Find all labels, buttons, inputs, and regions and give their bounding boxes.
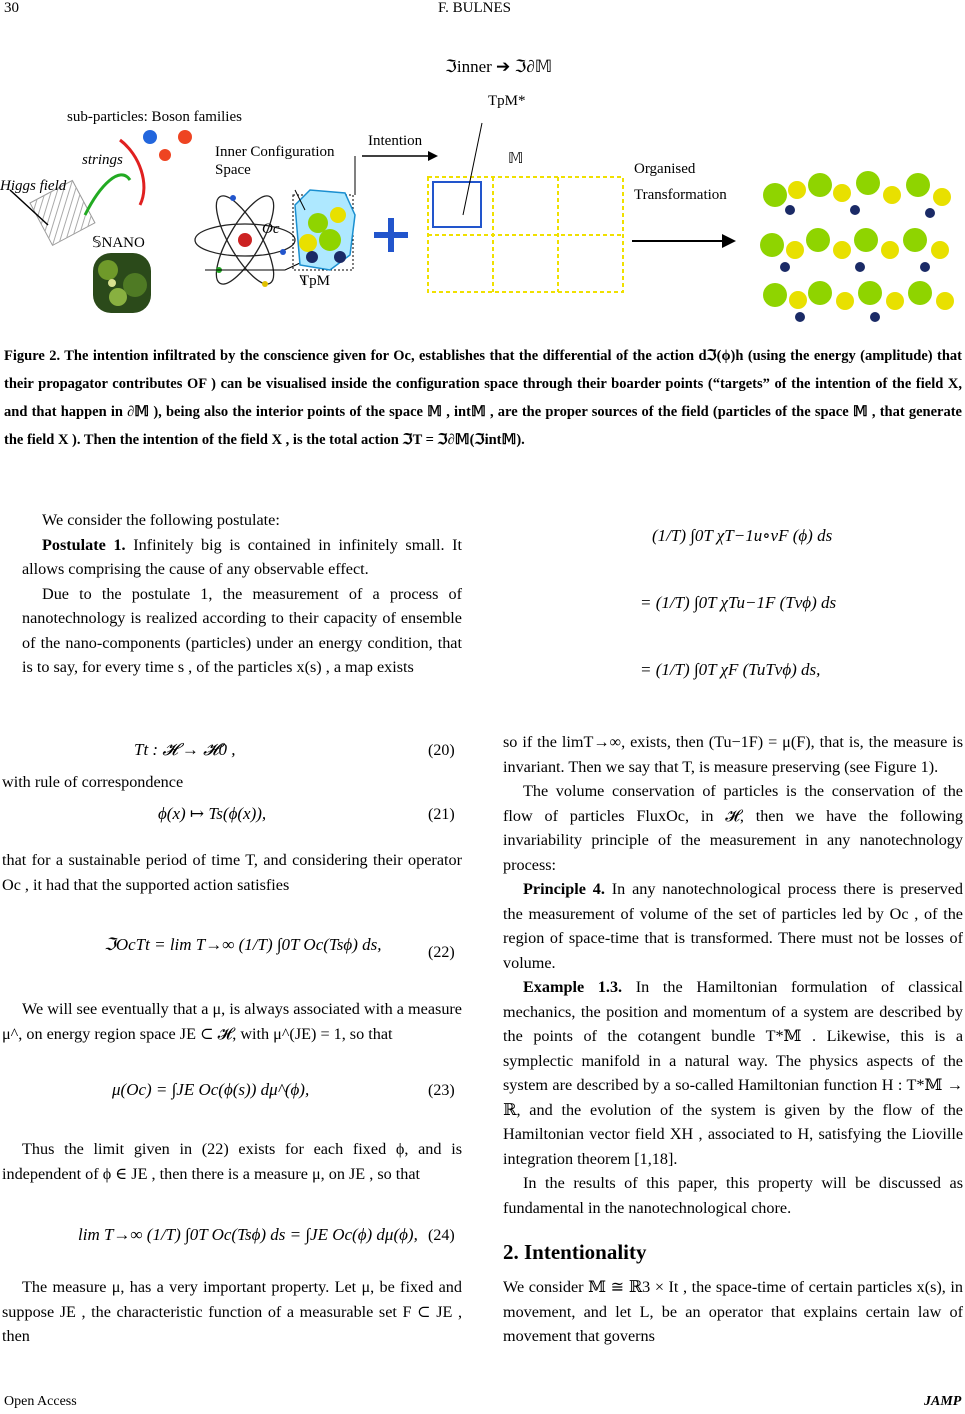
equation-21: ϕ(x) ↦ Ts(ϕ(x)), [158, 804, 267, 823]
right-column [503, 730, 963, 1220]
left-column [22, 508, 462, 680]
label-tpm: TpM [300, 273, 330, 289]
postulate-1 [22, 533, 462, 582]
organised-molecules [760, 171, 954, 322]
label-intention: Intention [368, 133, 423, 149]
left-p5: that for a sustainable period of time T, and considering their operator Oc , it had that the supported action satisfies [2, 851, 462, 894]
right-p6: We consider 𝕄 ≅ ℝ3 × It , the space-time of certain particles x(s), in movement, and let L, be an operator that explains certain law of movement that governs [503, 1278, 963, 1345]
label-strings: strings [82, 152, 123, 168]
equation-invariance-c: = (1/T) ∫0T χF (TuTvϕ) ds, [640, 660, 821, 679]
principle-4-head: Principle 4. [523, 880, 605, 898]
equation-20: Tt : 𝓗 → 𝓗0 , [134, 740, 236, 759]
page-number: 30 [4, 0, 19, 16]
principle-4 [503, 877, 963, 975]
left-p8: The measure μ, has a very important property. Let μ, be fixed and suppose JE , the characteristic function of a measurable set F ⊂ JE , then [2, 1278, 462, 1345]
label-oc: Oc [262, 221, 280, 237]
manifold-grid [428, 177, 623, 292]
equation-invariance-a: (1/T) ∫0T χT−1u∘vF (ϕ) ds [652, 526, 833, 545]
equation-23-number: (23) [428, 1082, 455, 1099]
equation-23: μ(Oc) = ∫JE Oc(ϕ(s)) dμ^(ϕ), [112, 1080, 310, 1099]
left-p7: Thus the limit given in (22) exists for each fixed ϕ, and is independent of ϕ ∈ JE , then there is a measure μ, on JE , so that [2, 1140, 462, 1183]
left-p6: We will see eventually that a μ, is always associated with a measure μ^, on energy region space JE ⊂ 𝓗, with μ^(JE) = 1, so that [2, 1000, 462, 1043]
equation-24: lim T→∞ (1/T) ∫0T Oc(Tsϕ) ds = ∫JE Oc(ϕ) dμ(ϕ), [78, 1225, 418, 1244]
label-subparticles: sub-particles: Boson families [67, 109, 242, 125]
footer-journal: JAMP [924, 1394, 962, 1409]
atom-icon [195, 189, 295, 292]
label-manifold-m: 𝕄 [508, 151, 524, 167]
label-higgs-field: Higgs field [0, 178, 67, 194]
figure-top-label: ℑinner ➔ ℑ∂𝕄 [445, 57, 553, 76]
label-tpm-star: TpM* [488, 93, 526, 109]
equation-invariance-b: = (1/T) ∫0T χTu−1F (Tvϕ) ds [640, 593, 837, 612]
left-p3: Due to the postulate 1, the measurement of a process of nanotechnology is realized according to their capacity of ensemble of the nano-components (particles) under an energy condition, that is to say, for every time s , of the particles x(s) , a map exists [22, 584, 462, 676]
postulate-1-text: Infinitely big is contained in infinitely small. It allows comprising the cause of any observable effect. [22, 535, 463, 578]
example-1-3-text: In the Hamiltonian formulation of classical mechanics, the position and momentum of a system are described by the points of the cotangent bundle T*𝕄 . Likewise, this is a symplectic manifold in a natural way. The physics aspects of the system are described by a so-called Hamiltonian function H : T*𝕄 → ℝ, and the evolution of the system is given by the flow of the Hamiltonian vector field XH , associated to H, satisfying the Lioville integration theorem [1,18]. [503, 978, 964, 1168]
left-p4: with rule of correspondence [2, 773, 184, 791]
section-heading-intentionality: 2. Intentionality [503, 1240, 647, 1264]
label-inner-configuration-space: Inner Configuration Space [215, 144, 335, 178]
figure-illustration [0, 45, 965, 340]
equation-24-number: (24) [428, 1227, 455, 1244]
running-head-author: F. BULNES [438, 0, 511, 16]
right-p5: In the results of this paper, this property will be discussed as fundamental in the nanotechnological chore. [503, 1174, 963, 1217]
footer-open-access: Open Access [4, 1394, 77, 1409]
right-p1: so if the limT→∞, exists, then (Tu−1F) = μ(F), that is, the measure is invariant. Then we say that T, is measure preserving (see Figure 1). [503, 733, 963, 776]
equation-20-number: (20) [428, 742, 455, 759]
right-p2: The volume conservation of particles is the conservation of the flow of particles FluxOc, in 𝓗, then we have the following invariability principle of the measurement in any nanotechnology process: [503, 782, 963, 874]
example-1-3-head: Example 1.3. [523, 978, 623, 996]
left-p1: We consider the following postulate: [42, 511, 280, 529]
example-1-3 [503, 975, 963, 1171]
label-organised-transformation: Organised Transformation [634, 161, 727, 203]
postulate-1-head: Postulate 1. [42, 535, 126, 554]
equation-21-number: (21) [428, 806, 455, 823]
equation-22-number: (22) [428, 944, 455, 961]
label-s-nano: 𝕊NANO [92, 235, 145, 251]
equation-22: ℑOcTt = lim T→∞ (1/T) ∫0T Oc(Tsϕ) ds, [104, 935, 382, 954]
figure-2 [0, 45, 965, 340]
principle-4-text: In any nanotechnological process there is preserved the measurement of volume of the set of particles led by Oc , of the region of space-time that is transformed. There must not be losses of volume. [503, 880, 964, 972]
figure-caption: Figure 2. The intention infiltrated by the conscience given for Oc, establishes that the differential of the action dℑ(ϕ)h (using the energy (amplitude) that their propagator contributes OF ) can be visualised inside the configuration space through their boarder points (“targets” of the intention of the field X, and that happen in ∂𝕄 ), being also the interior points of the space 𝕄 , int𝕄 , are the proper sources of the field (particles of the space 𝕄 , that generate the field X ). Then the intention of the field X , is the total action ℑT = ℑ∂𝕄(ℑint𝕄). [4, 348, 962, 448]
